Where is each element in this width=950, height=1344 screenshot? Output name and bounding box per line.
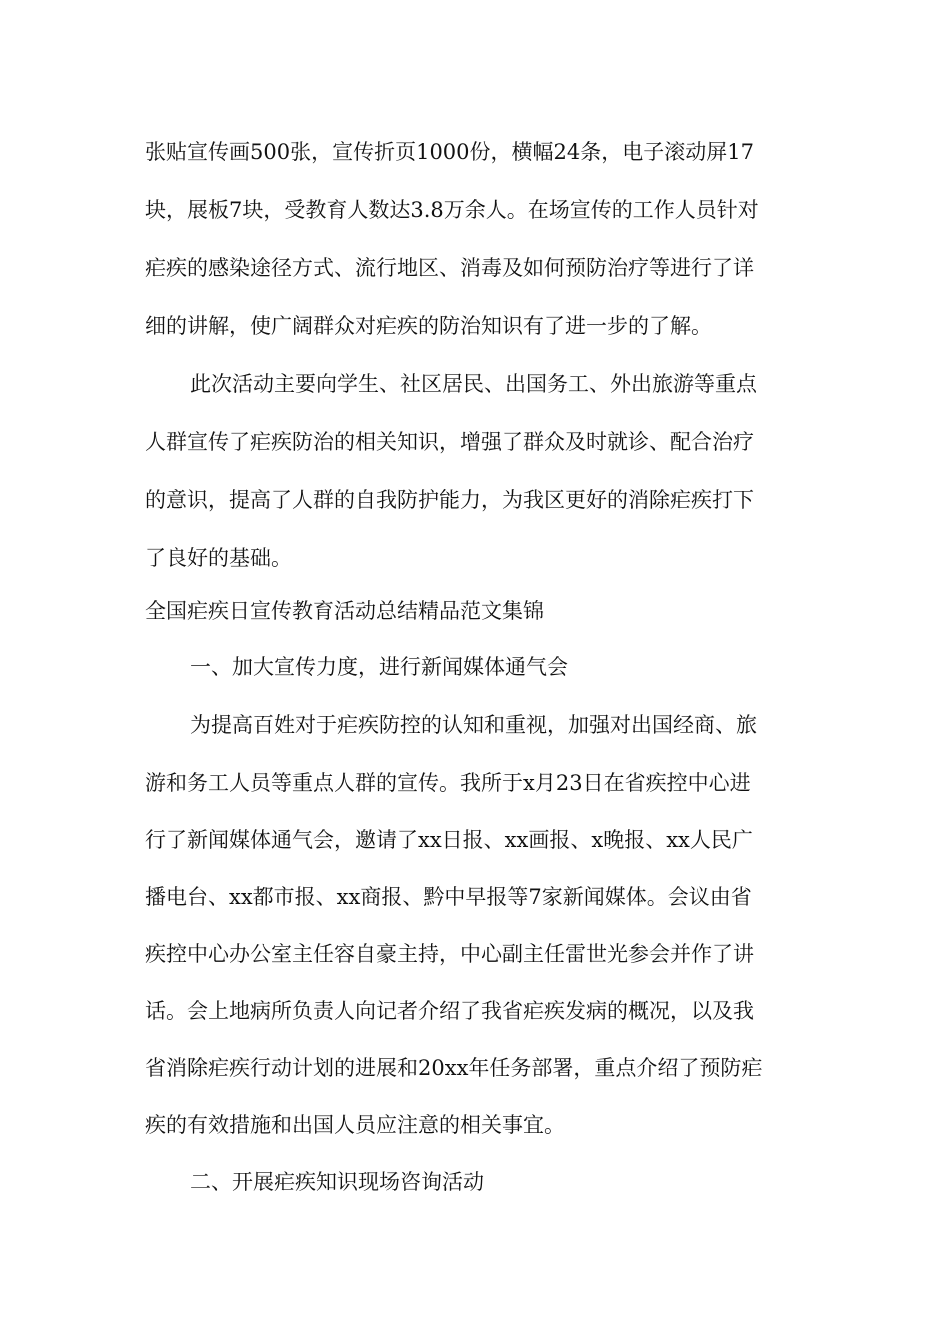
paragraph-line: 为提高百姓对于疟疾防控的认知和重视，加强对出国经商、旅 [190,713,757,737]
paragraph-line: 疟疾的感染途径方式、流行地区、消毒及如何预防治疗等进行了详 [145,256,754,280]
paragraph-line: 此次活动主要向学生、社区居民、出国务工、外出旅游等重点 [190,372,757,396]
paragraph-line: 的意识，提高了人群的自我防护能力，为我区更好的消除疟疾打下 [145,488,754,512]
section-heading: 一、加大宣传力度，进行新闻媒体通气会 [190,655,568,679]
paragraph-line: 疾控中心办公室主任容自豪主持，中心副主任雷世光参会并作了讲 [145,942,754,966]
paragraph-line: 疾的有效措施和出国人员应注意的相关事宜。 [145,1113,565,1137]
paragraph-line: 行了新闻媒体通气会，邀请了xx日报、xx画报、x晚报、xx人民广 [145,828,753,852]
paragraph-line: 张贴宣传画500张，宣传折页1000份，横幅24条，电子滚动屏17 [145,140,754,164]
paragraph-line: 省消除疟疾行动计划的进展和20xx年任务部署，重点介绍了预防疟 [145,1056,763,1080]
paragraph-line: 人群宣传了疟疾防治的相关知识，增强了群众及时就诊、配合治疗 [145,430,754,454]
paragraph-line: 块，展板7块，受教育人数达3.8万余人。在场宣传的工作人员针对 [145,198,759,222]
paragraph-line: 播电台、xx都市报、xx商报、黔中早报等7家新闻媒体。会议由省 [145,885,752,909]
section-heading: 二、开展疟疾知识现场咨询活动 [190,1170,484,1194]
paragraph-line: 游和务工人员等重点人群的宣传。我所于x月23日在省疾控中心进 [145,771,751,795]
paragraph-line: 话。会上地病所负责人向记者介绍了我省疟疾发病的概况，以及我 [145,999,754,1023]
paragraph-line: 细的讲解，使广阔群众对疟疾的防治知识有了进一步的了解。 [145,314,712,338]
paragraph-line: 了良好的基础。 [145,546,292,570]
document-title: 全国疟疾日宣传教育活动总结精品范文集锦 [145,599,544,623]
